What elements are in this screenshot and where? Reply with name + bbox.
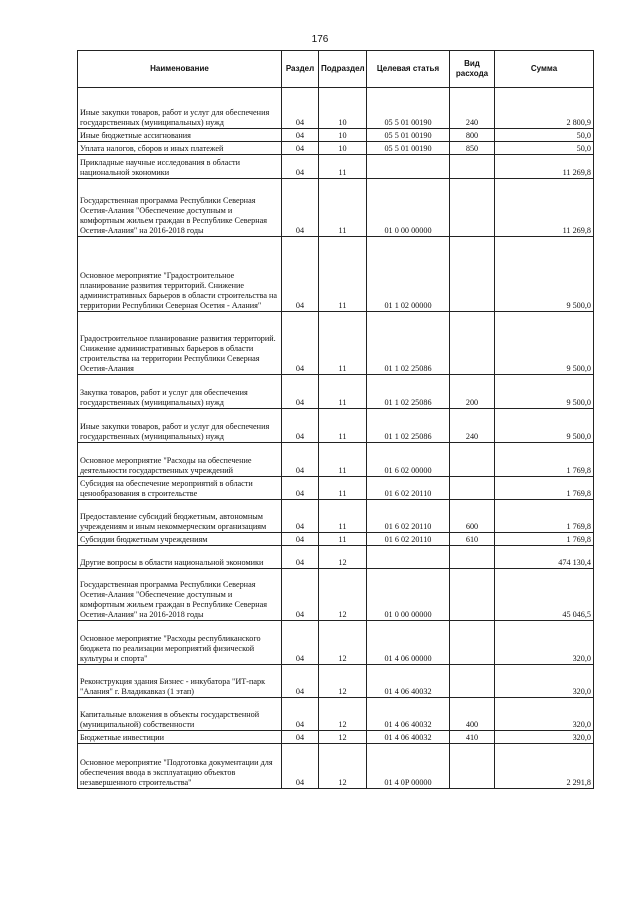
cell-section: 04 xyxy=(282,621,319,665)
cell-target: 01 4 06 00000 xyxy=(367,621,450,665)
table-row xyxy=(78,375,594,409)
cell-amount: 474 130,4 xyxy=(495,546,594,569)
cell-section: 04 xyxy=(282,744,319,789)
cell-amount: 45 046,5 xyxy=(495,569,594,621)
table-row xyxy=(78,665,594,698)
cell-amount: 9 500,0 xyxy=(495,409,594,443)
cell-target: 01 1 02 00000 xyxy=(367,237,450,312)
cell-amount: 320,0 xyxy=(495,731,594,744)
cell-expense-type: 800 xyxy=(450,129,495,142)
cell-target: 01 6 02 20110 xyxy=(367,533,450,546)
cell-expense-type: 200 xyxy=(450,375,495,409)
cell-expense-type xyxy=(450,443,495,477)
cell-subsection: 11 xyxy=(319,312,367,375)
cell-expense-type xyxy=(450,179,495,237)
cell-name: Основное мероприятие "Градостроительное планирование развития территорий. Снижение административных барьеров в области строительства на территории Республики Северная Осетия - Алания" xyxy=(78,237,282,312)
table-row xyxy=(78,142,594,155)
cell-section: 04 xyxy=(282,129,319,142)
header-name: Наименование xyxy=(78,51,282,88)
header-expense-type: Вид расхода xyxy=(450,51,495,88)
cell-amount: 11 269,8 xyxy=(495,155,594,179)
cell-target: 01 6 02 00000 xyxy=(367,443,450,477)
budget-table xyxy=(77,50,594,789)
cell-subsection: 11 xyxy=(319,409,367,443)
cell-amount: 320,0 xyxy=(495,698,594,731)
cell-expense-type xyxy=(450,621,495,665)
table-row xyxy=(78,179,594,237)
header-section: Раздел xyxy=(282,51,319,88)
cell-section: 04 xyxy=(282,237,319,312)
cell-expense-type: 600 xyxy=(450,500,495,533)
cell-amount: 1 769,8 xyxy=(495,533,594,546)
cell-expense-type xyxy=(450,237,495,312)
table-row xyxy=(78,500,594,533)
table-row xyxy=(78,546,594,569)
cell-name: Иные закупки товаров, работ и услуг для обеспечения государственных (муниципальных) нужд xyxy=(78,88,282,129)
cell-subsection: 12 xyxy=(319,744,367,789)
cell-name: Капитальные вложения в объекты государственной (муниципальной) собственности xyxy=(78,698,282,731)
table-row xyxy=(78,698,594,731)
cell-subsection: 11 xyxy=(319,500,367,533)
cell-name: Иные бюджетные ассигнования xyxy=(78,129,282,142)
cell-subsection: 12 xyxy=(319,698,367,731)
header-amount: Сумма xyxy=(495,51,594,88)
cell-amount: 50,0 xyxy=(495,142,594,155)
cell-name: Закупка товаров, работ и услуг для обеспечения государственных (муниципальных) нужд xyxy=(78,375,282,409)
cell-expense-type xyxy=(450,312,495,375)
header-subsection: Подраздел xyxy=(319,51,367,88)
cell-target: 05 5 01 00190 xyxy=(367,142,450,155)
table-row xyxy=(78,477,594,500)
cell-name: Реконструкция здания Бизнес - инкубатора "ИТ-парк "Алания" г. Владикавказ (1 этап) xyxy=(78,665,282,698)
cell-amount: 2 800,9 xyxy=(495,88,594,129)
table-row xyxy=(78,744,594,789)
cell-expense-type xyxy=(450,155,495,179)
cell-expense-type xyxy=(450,665,495,698)
cell-amount: 1 769,8 xyxy=(495,500,594,533)
cell-expense-type xyxy=(450,546,495,569)
table-row xyxy=(78,88,594,129)
cell-section: 04 xyxy=(282,375,319,409)
table-row xyxy=(78,569,594,621)
cell-section: 04 xyxy=(282,142,319,155)
cell-name: Субсидии бюджетным учреждениям xyxy=(78,533,282,546)
cell-subsection: 11 xyxy=(319,237,367,312)
cell-expense-type: 610 xyxy=(450,533,495,546)
cell-subsection: 12 xyxy=(319,731,367,744)
cell-name: Иные закупки товаров, работ и услуг для обеспечения государственных (муниципальных) нужд xyxy=(78,409,282,443)
cell-name: Другие вопросы в области национальной экономики xyxy=(78,546,282,569)
table-row xyxy=(78,312,594,375)
cell-subsection: 11 xyxy=(319,443,367,477)
cell-subsection: 11 xyxy=(319,375,367,409)
cell-amount: 320,0 xyxy=(495,621,594,665)
cell-name: Прикладные научные исследования в области национальной экономики xyxy=(78,155,282,179)
cell-amount: 2 291,8 xyxy=(495,744,594,789)
table-row xyxy=(78,443,594,477)
cell-target: 01 4 06 40032 xyxy=(367,731,450,744)
cell-section: 04 xyxy=(282,569,319,621)
cell-target: 01 6 02 20110 xyxy=(367,477,450,500)
cell-name: Субсидия на обеспечение мероприятий в области ценообразования в строительстве xyxy=(78,477,282,500)
cell-target: 01 6 02 20110 xyxy=(367,500,450,533)
cell-section: 04 xyxy=(282,665,319,698)
cell-amount: 1 769,8 xyxy=(495,477,594,500)
table-row xyxy=(78,155,594,179)
cell-amount: 1 769,8 xyxy=(495,443,594,477)
cell-expense-type: 410 xyxy=(450,731,495,744)
cell-subsection: 10 xyxy=(319,129,367,142)
cell-target: 01 0 00 00000 xyxy=(367,179,450,237)
cell-subsection: 11 xyxy=(319,179,367,237)
cell-name: Градостроительное планирование развития территорий. Снижение административных барьеров в области строительства на территории Республики Северная Осетия-Алания xyxy=(78,312,282,375)
cell-subsection: 10 xyxy=(319,142,367,155)
cell-expense-type xyxy=(450,477,495,500)
table-row xyxy=(78,731,594,744)
table-row xyxy=(78,533,594,546)
cell-section: 04 xyxy=(282,477,319,500)
cell-name: Уплата налогов, сборов и иных платежей xyxy=(78,142,282,155)
cell-section: 04 xyxy=(282,88,319,129)
cell-name: Основное мероприятие "Расходы республиканского бюджета по реализации мероприятий физической культуры и спорта" xyxy=(78,621,282,665)
cell-section: 04 xyxy=(282,155,319,179)
cell-target: 01 1 02 25086 xyxy=(367,312,450,375)
cell-amount: 9 500,0 xyxy=(495,237,594,312)
cell-name: Основное мероприятие "Расходы на обеспечение деятельности государственных учреждений xyxy=(78,443,282,477)
cell-subsection: 12 xyxy=(319,569,367,621)
cell-section: 04 xyxy=(282,500,319,533)
cell-section: 04 xyxy=(282,731,319,744)
cell-target xyxy=(367,155,450,179)
cell-subsection: 11 xyxy=(319,477,367,500)
cell-target: 01 0 00 00000 xyxy=(367,569,450,621)
cell-subsection: 12 xyxy=(319,546,367,569)
cell-amount: 9 500,0 xyxy=(495,375,594,409)
cell-section: 04 xyxy=(282,546,319,569)
table-header-row xyxy=(78,51,594,88)
cell-name: Бюджетные инвестиции xyxy=(78,731,282,744)
cell-subsection: 10 xyxy=(319,88,367,129)
cell-section: 04 xyxy=(282,533,319,546)
cell-target: 05 5 01 00190 xyxy=(367,88,450,129)
header-target: Целевая статья xyxy=(367,51,450,88)
cell-name: Государственная программа Республики Северная Осетия-Алания "Обеспечение доступным и комфортным жильем граждан в Республике Северная Осетия-Алания" на 2016-2018 годы xyxy=(78,569,282,621)
table-row xyxy=(78,621,594,665)
cell-section: 04 xyxy=(282,698,319,731)
cell-amount: 9 500,0 xyxy=(495,312,594,375)
cell-subsection: 12 xyxy=(319,621,367,665)
cell-expense-type xyxy=(450,569,495,621)
cell-subsection: 11 xyxy=(319,155,367,179)
table-row xyxy=(78,409,594,443)
cell-target xyxy=(367,546,450,569)
cell-subsection: 12 xyxy=(319,665,367,698)
cell-target: 01 1 02 25086 xyxy=(367,375,450,409)
cell-target: 05 5 01 00190 xyxy=(367,129,450,142)
table-row xyxy=(78,129,594,142)
cell-expense-type: 400 xyxy=(450,698,495,731)
cell-section: 04 xyxy=(282,443,319,477)
cell-amount: 11 269,8 xyxy=(495,179,594,237)
cell-amount: 50,0 xyxy=(495,129,594,142)
cell-section: 04 xyxy=(282,409,319,443)
cell-expense-type: 240 xyxy=(450,409,495,443)
table-row xyxy=(78,237,594,312)
cell-target: 01 4 06 40032 xyxy=(367,698,450,731)
cell-section: 04 xyxy=(282,312,319,375)
cell-expense-type: 240 xyxy=(450,88,495,129)
cell-name: Государственная программа Республики Северная Осетия-Алания "Обеспечение доступным и комфортным жильем граждан в Республике Северная Осетия-Алания" на 2016-2018 годы xyxy=(78,179,282,237)
cell-target: 01 1 02 25086 xyxy=(367,409,450,443)
cell-target: 01 4 06 40032 xyxy=(367,665,450,698)
page-number: 176 xyxy=(311,34,329,45)
cell-section: 04 xyxy=(282,179,319,237)
cell-expense-type xyxy=(450,744,495,789)
cell-amount: 320,0 xyxy=(495,665,594,698)
cell-name: Основное мероприятие "Подготовка документации для обеспечения ввода в эксплуатацию объектов незавершенного строительства" xyxy=(78,744,282,789)
cell-subsection: 11 xyxy=(319,533,367,546)
cell-expense-type: 850 xyxy=(450,142,495,155)
cell-name: Предоставление субсидий бюджетным, автономным учреждениям и иным некоммерческим организациям xyxy=(78,500,282,533)
cell-target: 01 4 0P 00000 xyxy=(367,744,450,789)
